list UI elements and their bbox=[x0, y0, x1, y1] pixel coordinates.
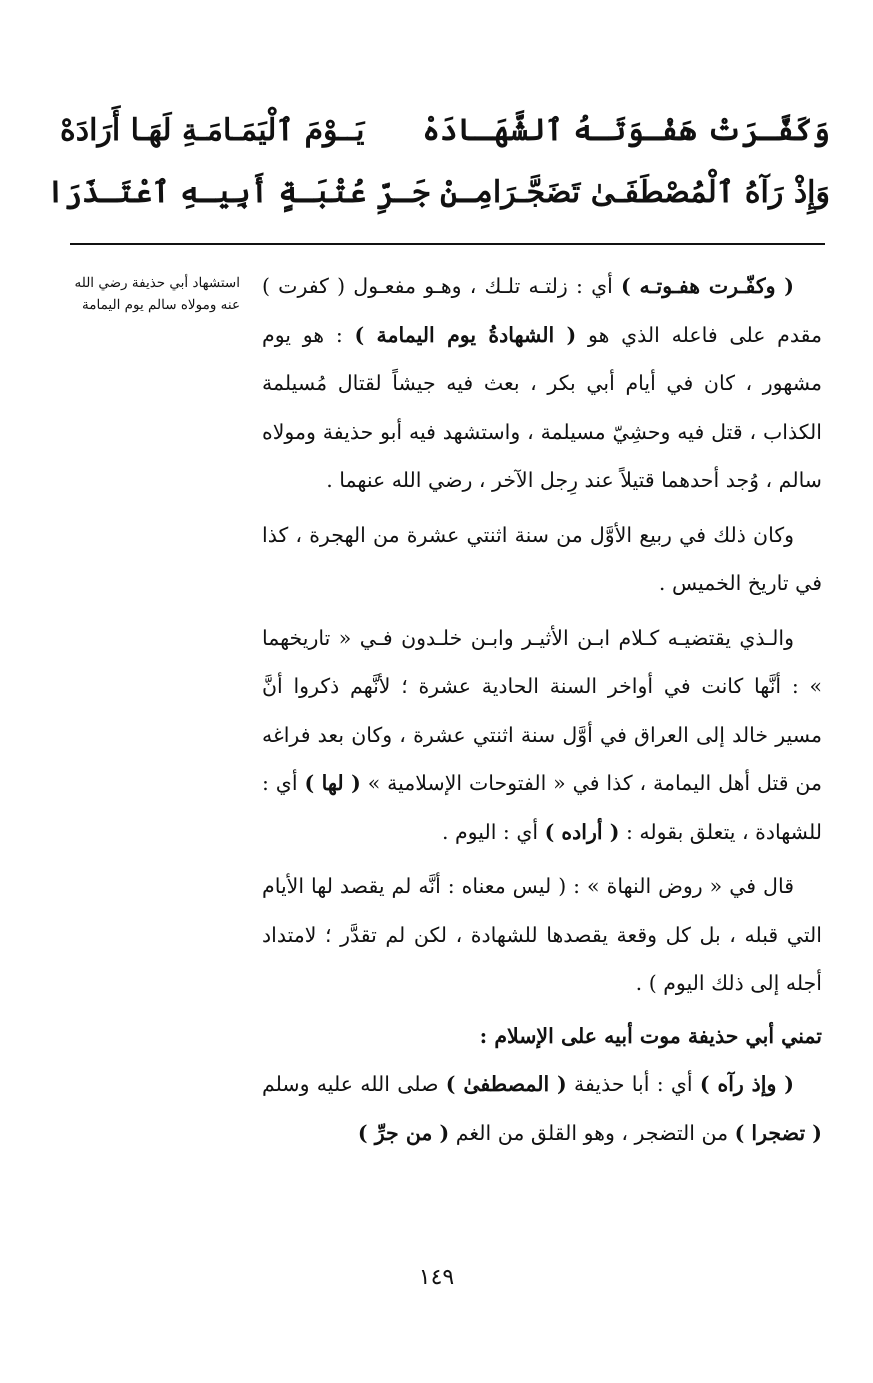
paragraph bbox=[262, 262, 822, 505]
quoted-term: ( أراده ) bbox=[544, 819, 620, 844]
paragraph-text: من التضجر ، وهو القلق من الغم bbox=[449, 1120, 735, 1145]
verse-hemistich-right: وَكَفَّـرَتْ هَفْـوَتَـهُ ٱلشَّهَـادَهْ bbox=[422, 112, 830, 148]
quoted-term: ( من جرِّ ) bbox=[357, 1120, 450, 1145]
margin-note: استشهاد أبي حذيفة رضي الله عنه ومولاه سالم يوم اليمامة bbox=[74, 275, 240, 313]
verse-hemistich-right: وَإِذْ رَآهُ ٱلْمُصْطَفَـىٰ تَضَجَّـرَا bbox=[492, 174, 830, 210]
paragraph: وكان ذلك في ربيع الأوَّل من سنة اثنتي عشرة من الهجرة ، كذا في تاريخ الخميس . bbox=[262, 522, 822, 595]
verse-line bbox=[60, 100, 830, 160]
section-heading: تمني أبي حذيفة موت أبيه على الإسلام : bbox=[479, 1023, 822, 1048]
paragraph-text: أي : أبا حذيفة bbox=[566, 1072, 700, 1096]
quoted-term: ( وإذ رآه ) bbox=[699, 1072, 794, 1096]
quoted-term: ( لها ) bbox=[304, 771, 361, 795]
poem-verses bbox=[46, 100, 830, 230]
paragraph bbox=[262, 1060, 822, 1157]
quoted-term: ( وكفّـرت هفـوتـه ) bbox=[621, 274, 794, 298]
paragraph-text: أي : اليوم . bbox=[441, 819, 545, 844]
separator-rule bbox=[70, 243, 825, 245]
paragraph-text: أي : للشهادة ، يتعلق بقوله : bbox=[262, 771, 822, 844]
paragraph: قال في « روض النهاة » : ( ليس معناه : أنَّه لم يقصد لها الأيام التي قبله ، بل كل وقعة يقصدها للشهادة ، لكن لم تقدَّر ؛ لامتداد أجله إلى ذلك اليوم ) . bbox=[262, 874, 822, 995]
quoted-term: ( المصطفىٰ ) bbox=[445, 1072, 567, 1096]
verse-line bbox=[46, 162, 830, 222]
commentary-body bbox=[262, 262, 822, 1157]
quoted-term: ( تضجرا ) bbox=[734, 1120, 822, 1145]
paragraph-text: أي : زلتـه تلـك ، وهـو مفعـول ( كفرت ) مقدم على فاعله الذي هو bbox=[262, 274, 822, 347]
page-number: ١٤٩ bbox=[418, 1265, 455, 1290]
paragraph-text: صلى الله عليه وسلم bbox=[262, 1072, 446, 1096]
paragraph bbox=[262, 614, 822, 857]
quoted-term: ( الشهادةُ يوم اليمامة ) bbox=[354, 322, 577, 347]
verse-hemistich-left: مِـنْ جَـرِّ عُتْبَـةٍ أَبِيـهِ ٱعْتَـذَرَا bbox=[46, 174, 493, 210]
verse-hemistich-left: يَــوْمَ ٱلْيَمَـامَـةِ لَهَـا أَرَادَهْ bbox=[60, 112, 365, 148]
paragraph-text: والـذي يقتضيـه كـلام ابـن الأثيـر وابـن خلـدون فـي « تاريخهما » : أنَّها كانت في أواخر السنة الحادية عشرة ؛ لأنَّهم ذكروا أنَّ مسير خالد إلى العراق في أوَّل سنة اثنتي عشرة ، وكان بعد فراغه من قتل أهل اليمامة ، كذا في « الفتوحات الإسلامية » bbox=[262, 625, 822, 795]
paragraph-text: : هو يوم مشهور ، كان في أيام أبي بكر ، بعث فيه جيشاً لقتال مُسيلمة الكذاب ، قتل فيه وحشِيّ مسيلمة ، واستشهد فيه أبو حذيفة ومولاه سالم ، وُجد أحدهما قتيلاً عند رِجل الآخر ، رضي الله عنهما . bbox=[262, 322, 822, 492]
